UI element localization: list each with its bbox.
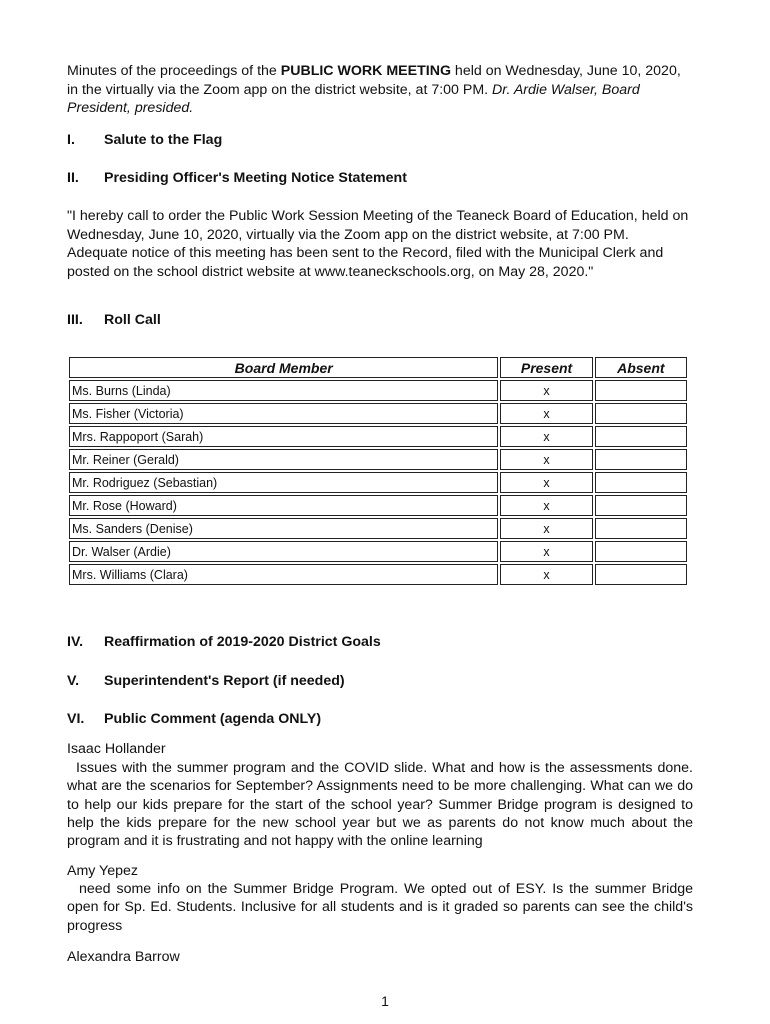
- absent-mark: [595, 472, 687, 493]
- speaker-name: Isaac Hollander: [67, 741, 166, 757]
- table-row: [69, 403, 687, 424]
- section-title: Superintendent's Report (if needed): [104, 673, 345, 689]
- member-name: Mrs. Williams (Clara): [69, 564, 498, 585]
- present-mark: x: [500, 380, 592, 401]
- speaker-name: Amy Yepez: [67, 863, 138, 879]
- table-row: [69, 495, 687, 516]
- section-number: V.: [67, 673, 80, 689]
- meeting-type: PUBLIC WORK MEETING: [280, 63, 451, 79]
- member-name: Mr. Rose (Howard): [69, 495, 498, 516]
- roll-call-table: [67, 355, 689, 587]
- section-heading-salute: [67, 132, 222, 148]
- member-name: Mr. Reiner (Gerald): [69, 449, 498, 470]
- section-number: II.: [67, 170, 79, 186]
- header-board-member: Board Member: [69, 357, 498, 378]
- section-number: I.: [67, 132, 75, 148]
- notice-statement: "I hereby call to order the Public Work Session Meeting of the Teaneck Board of Education, held on Wednesday, June 10, 2020, virtually via the Zoom app on the district website, at 7:00 PM. Adequate notice of this meeting has been sent to the Record, filed with the Municipal Clerk and posted on the school district website at www.teaneckschools.org, on May 28, 2020.": [67, 208, 689, 280]
- present-mark: x: [500, 449, 592, 470]
- section-heading-public-comment: [67, 711, 321, 727]
- table-row: [69, 426, 687, 447]
- present-mark: x: [500, 541, 592, 562]
- section-title: Salute to the Flag: [104, 132, 223, 148]
- absent-mark: [595, 449, 687, 470]
- section-heading-district-goals: [67, 634, 381, 650]
- member-name: Mr. Rodriguez (Sebastian): [69, 472, 498, 493]
- absent-mark: [595, 403, 687, 424]
- absent-mark: [595, 380, 687, 401]
- section-title: Public Comment (agenda ONLY): [104, 711, 322, 727]
- public-comment-text: Issues with the summer program and the COVID slide. What and how is the assessments done. what are the scenarios for September? Assignments need to be more challenging. What can we do to help our kids prepare for the start of the school year? Summer Bridge program is designed to help the kids prepare for the new school year but we as parents do not know much about the program and it is frustrating and not happy with the online learning: [67, 760, 693, 850]
- present-mark: x: [500, 426, 592, 447]
- member-name: Dr. Walser (Ardie): [69, 541, 498, 562]
- section-heading-roll-call: [67, 312, 161, 328]
- present-mark: x: [500, 472, 592, 493]
- absent-mark: [595, 541, 687, 562]
- present-mark: x: [500, 564, 592, 585]
- section-number: IV.: [67, 634, 84, 650]
- table-row: [69, 564, 687, 585]
- absent-mark: [595, 426, 687, 447]
- present-mark: x: [500, 518, 592, 539]
- table-row: [69, 541, 687, 562]
- page-number: 1: [381, 993, 389, 1009]
- table-row: [69, 449, 687, 470]
- section-title: Reaffirmation of 2019-2020 District Goals: [104, 634, 381, 650]
- public-comment-text: need some info on the Summer Bridge Program. We opted out of ESY. Is the summer Bridge open for Sp. Ed. Students. Inclusive for all students and is it graded so parents can see the child's progress: [67, 881, 693, 934]
- absent-mark: [595, 564, 687, 585]
- table-header-row: [69, 357, 687, 378]
- absent-mark: [595, 495, 687, 516]
- member-name: Ms. Fisher (Victoria): [69, 403, 498, 424]
- present-mark: x: [500, 403, 592, 424]
- intro-text-start: Minutes of the proceedings of the: [67, 63, 281, 79]
- member-name: Ms. Burns (Linda): [69, 380, 498, 401]
- absent-mark: [595, 518, 687, 539]
- table-row: [69, 380, 687, 401]
- section-heading-notice: [67, 170, 407, 186]
- header-absent: Absent: [595, 357, 687, 378]
- table-row: [69, 518, 687, 539]
- presider-statement: Dr. Ardie Walser, Board President, presided.: [67, 81, 640, 116]
- section-title: Presiding Officer's Meeting Notice Statement: [104, 170, 407, 186]
- section-heading-superintendent-report: [67, 673, 345, 689]
- section-number: VI.: [67, 711, 85, 727]
- speaker-name: Alexandra Barrow: [67, 949, 180, 965]
- member-name: Ms. Sanders (Denise): [69, 518, 498, 539]
- section-title: Roll Call: [104, 312, 161, 328]
- present-mark: x: [500, 495, 592, 516]
- table-row: [69, 472, 687, 493]
- member-name: Mrs. Rappoport (Sarah): [69, 426, 498, 447]
- header-present: Present: [500, 357, 592, 378]
- intro-paragraph: [67, 62, 691, 118]
- section-number: III.: [67, 312, 83, 328]
- intro-text-middle: held on Wednesday, June 10, 2020, in the virtually via the Zoom app on the district website, at 7:00 PM.: [67, 63, 681, 98]
